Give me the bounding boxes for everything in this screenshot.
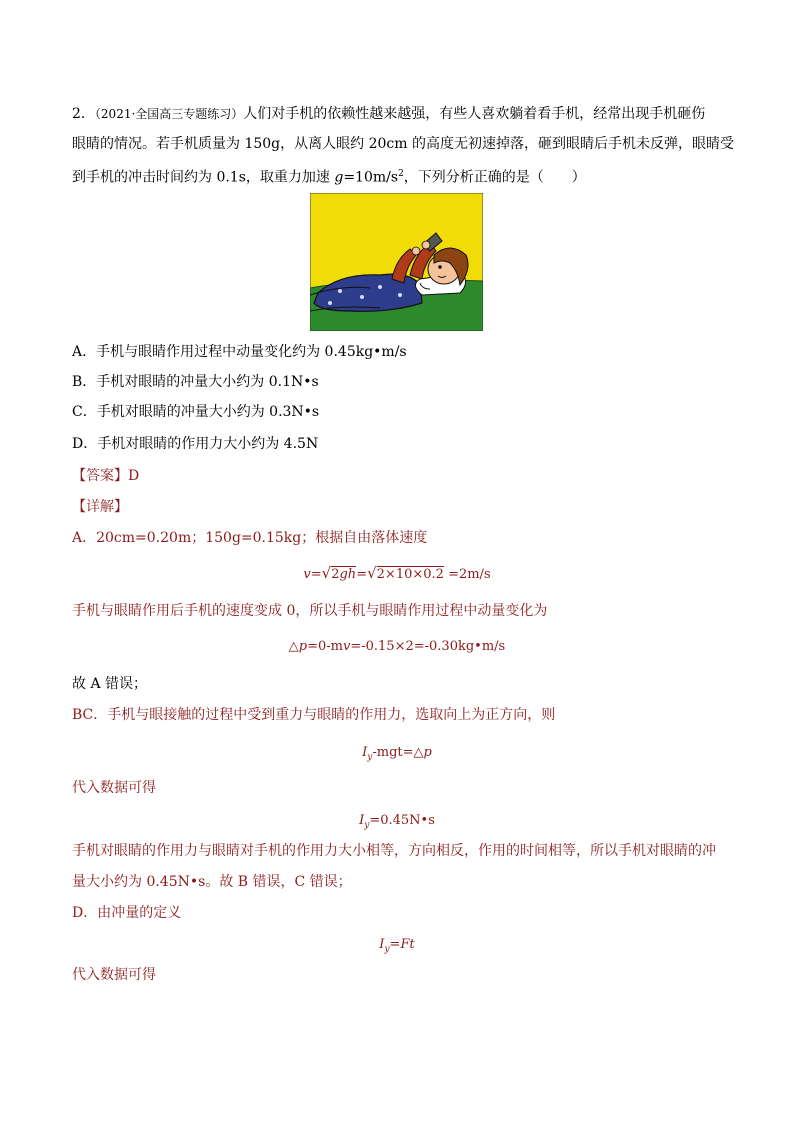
detail-d-line: D．由冲量的定义 xyxy=(72,905,182,921)
detail-a-line: A．20cm=0.20m；150g=0.15kg；根据自由落体速度 xyxy=(72,530,428,546)
question-line-3: 到手机的冲击时间约为 0.1s，取重力加速 $g=10m/s^2$，下列分析正确的是（ ） xyxy=(72,169,586,186)
question-line-1: 2．（2021·全国高三专题练习）人们对手机的依赖性越来越强，有些人喜欢躺着看手机，经常出现手机砸伤 xyxy=(72,106,706,122)
answer-line xyxy=(72,466,139,486)
person-lying-with-phone-illustration xyxy=(310,193,483,331)
option-a: A．手机与眼睛作用过程中动量变化约为 0.45kg•m/s xyxy=(72,344,407,360)
equation-momentum-change: △p=0-mv=-0.15×2=-0.30kg•m/s xyxy=(288,639,506,654)
detail-substitute-line-1: 代入数据可得 xyxy=(72,780,156,796)
detail-paragraph-line-2: 量大小约为 0.45N•s。故 B 错误，C 错误； xyxy=(72,874,352,890)
detail-a-conclusion: 故 A 错误； xyxy=(72,676,148,692)
option-d: D．手机对眼睛的作用力大小约为 4.5N xyxy=(72,436,319,452)
question-source: （2021·全国高三专题练习） xyxy=(94,107,244,121)
answer-label: 【答案】 xyxy=(72,468,128,484)
equation-impulse-theorem: $I_y-mgt=\triangle p$ xyxy=(362,745,432,763)
question-number: 2． xyxy=(72,106,95,122)
answer-value: D xyxy=(128,468,140,484)
detail-substitute-line-2: 代入数据可得 xyxy=(72,967,156,983)
detail-bc-line: BC．手机与眼接触的过程中受到重力与眼睛的作用力，选取向上为正方向，则 xyxy=(72,707,556,723)
detail-label: 【详解】 xyxy=(72,499,128,515)
question-line-2: 眼睛的情况。若手机质量为 150g，从离人眼约 20cm 的高度无初速掉落，砸到眼睛后手机未反弹，眼睛受 xyxy=(72,136,734,152)
option-c: C．手机对眼睛的冲量大小约为 0.3N•s xyxy=(72,404,320,420)
equation-impulse-definition: $I_y=Ft$ xyxy=(379,937,415,955)
detail-after-line: 手机与眼睛作用后手机的速度变成 0，所以手机与眼睛作用过程中动量变化为 xyxy=(72,603,548,619)
equation-impulse-value: $I_y=0.45N•s$ xyxy=(359,813,435,831)
detail-paragraph-line-1: 手机对眼睛的作用力与眼睛对手机的作用力大小相等，方向相反，作用的时间相等，所以手机对眼睛的冲 xyxy=(72,843,716,859)
equation-velocity: v=√2gh=√2×10×0.2 =2m/s xyxy=(303,564,491,582)
option-b: B．手机对眼睛的冲量大小约为 0.1N•s xyxy=(72,374,319,390)
